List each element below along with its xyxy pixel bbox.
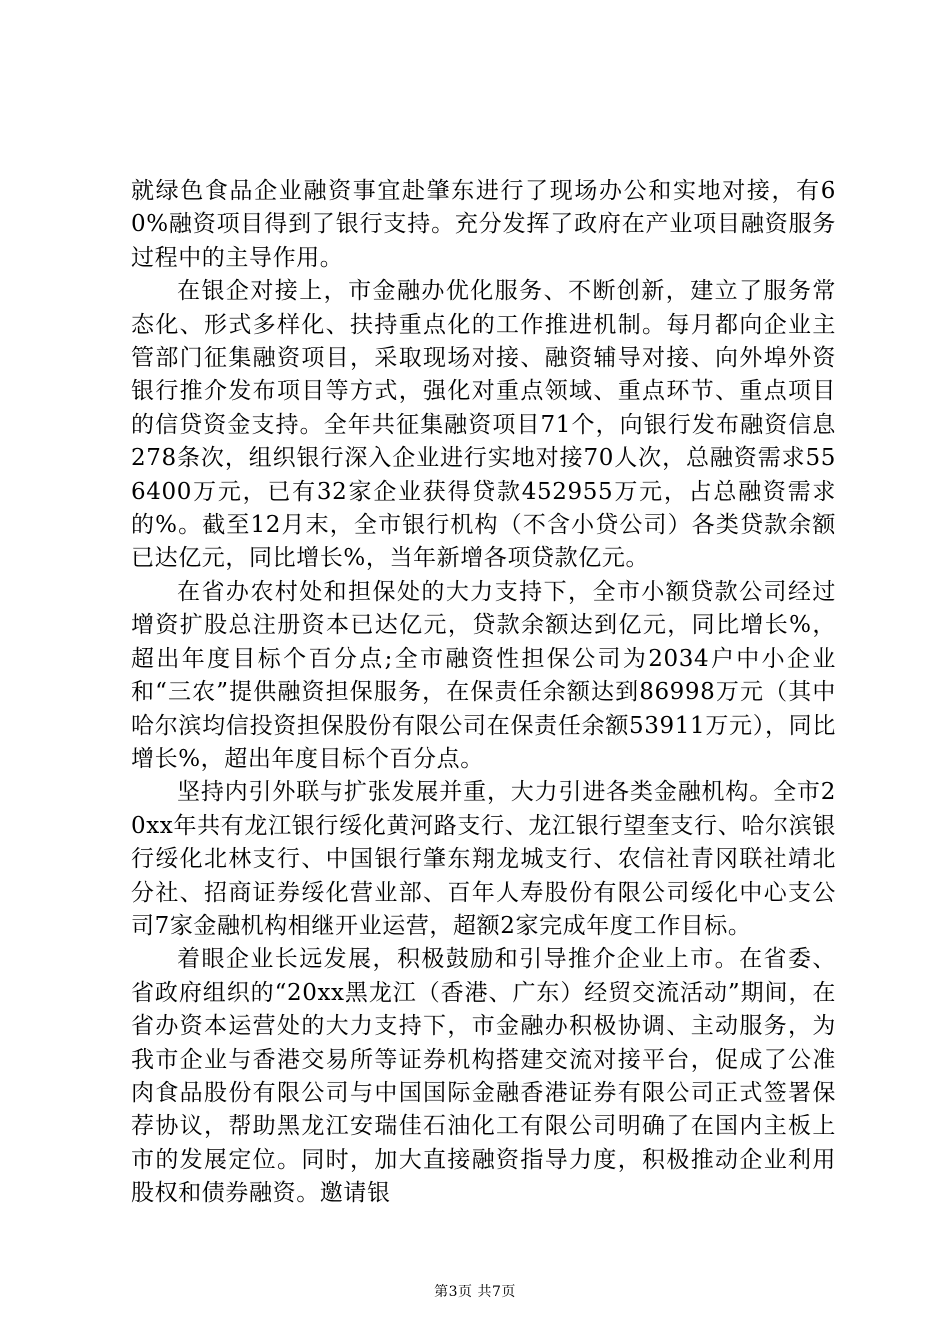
- paragraph-continued: 就绿色食品企业融资事宜赴肇东进行了现场办公和实地对接，有60%融资项目得到了银行支持。充分发挥了政府在产业项目融资服务过程中的主导作用。: [131, 178, 836, 271]
- paragraph-enterprise-listing: 着眼企业长远发展，积极鼓励和引导推介企业上市。在省委、省政府组织的“20xx黑龙江（香港、广东）经贸交流活动”期间，在省办资本运营处的大力支持下，市金融办积极协调、主动服务，为我市企业与香港交易所等证券机构搭建交流对接平台，促成了公准肉食品股份有限公司与中国国际金融香港证券有限公司正式签署保荐协议，帮助黑龙江安瑞佳石油化工有限公司明确了在国内主板上市的发展定位。同时，加大直接融资指导力度，积极推动企业利用股权和债券融资。邀请银: [131, 946, 836, 1207]
- paragraph-bank-enterprise-docking: 在银企对接上，市金融办优化服务、不断创新，建立了服务常态化、形式多样化、扶持重点化的工作推进机制。每月都向企业主管部门征集融资项目，采取现场对接、融资辅导对接、向外埠外资银行推介发布项目等方式，强化对重点领域、重点环节、重点项目的信贷资金支持。全年共征集融资项目71个，向银行发布融资信息278条次，组织银行深入企业进行实地对接70人次，总融资需求556400万元，已有32家企业获得贷款452955万元，占总融资需求的%。截至12月末，全市银行机构（不含小贷公司）各类贷款余额已达亿元，同比增长%，当年新增各项贷款亿元。: [131, 278, 836, 572]
- page-number-footer: 第3页 共7页: [434, 1284, 516, 1300]
- paragraph-microloan-guarantee: 在省办农村处和担保处的大力支持下，全市小额贷款公司经过增资扩股总注册资本已达亿元，贷款余额达到亿元，同比增长%，超出年度目标个百分点;全市融资性担保公司为2034户中小企业和“三农”提供融资担保服务，在保责任余额达到86998万元（其中哈尔滨均信投资担保股份有限公司在保责任余额53911万元），同比增长%，超出年度目标个百分点。: [131, 578, 836, 772]
- paragraph-financial-institutions: 坚持内引外联与扩张发展并重，大力引进各类金融机构。全市20xx年共有龙江银行绥化黄河路支行、龙江银行望奎支行、哈尔滨银行绥化北林支行、中国银行肇东翔龙城支行、农信社青冈联社靖北分社、招商证券绥化营业部、百年人寿股份有限公司绥化中心支公司7家金融机构相继开业运营，超额2家完成年度工作目标。: [131, 779, 836, 939]
- document-body: [131, 175, 836, 1211]
